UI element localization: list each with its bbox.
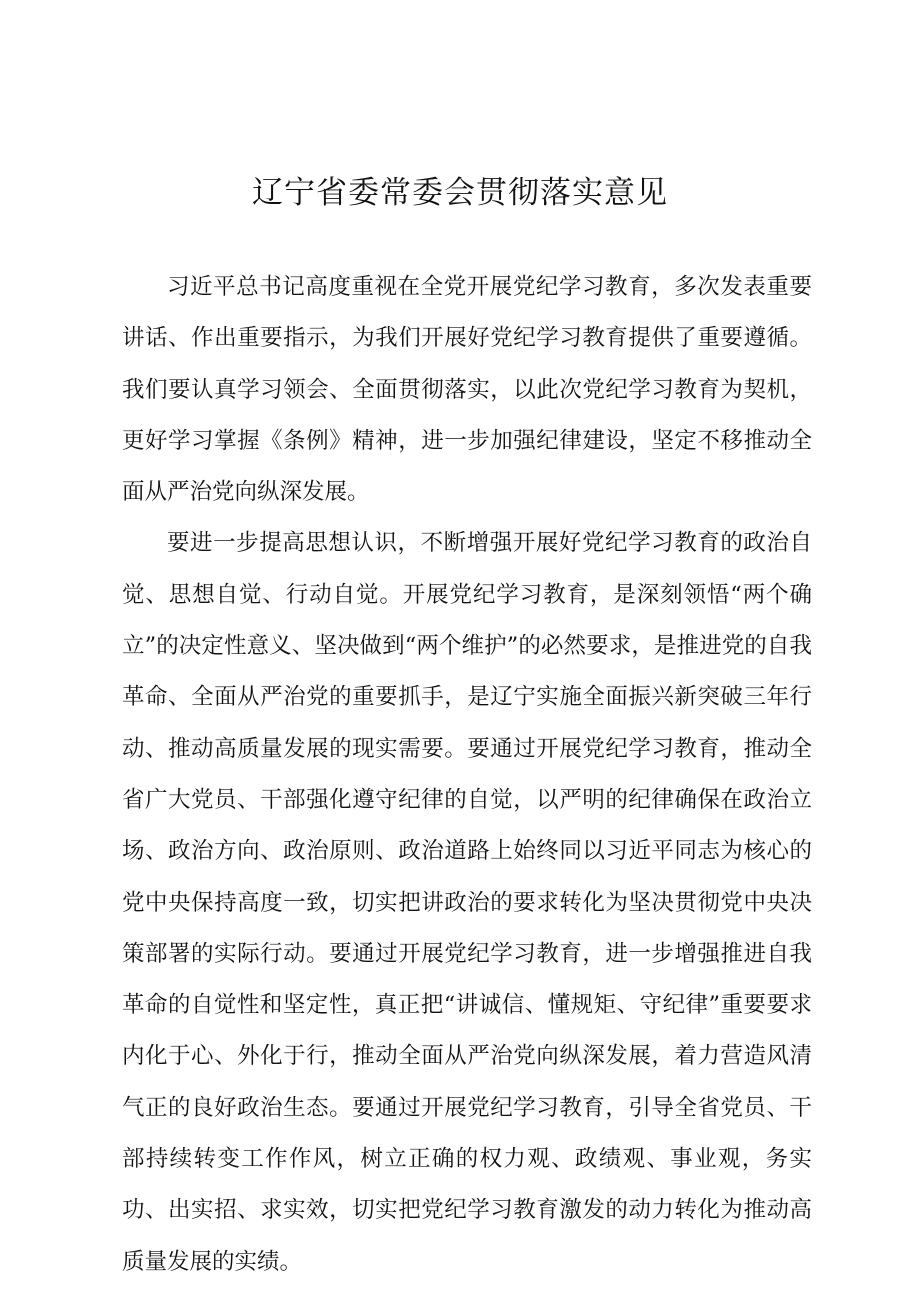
paragraph-2: 要进一步提高思想认识，不断增强开展好党纪学习教育的政治自觉、思想自觉、行动自觉。开展党纪学习教育，是深刻领悟“两个确立”的决定性意义、坚决做到“两个维护”的必然要求，是推进党的自我革命、全面从严治党的重要抓手，是辽宁实施全面振兴新突破三年行动、推动高质量发展的现实需要。要通过开展党纪学习教育，推动全省广大党员、干部强化遵守纪律的自觉，以严明的纪律确保在政治立场、政治方向、政治原则、政治道路上始终同以习近平同志为核心的党中央保持高度一致，切实把讲政治的要求转化为坚决贯彻党中央决策部署的实际行动。要通过开展党纪学习教育，进一步增强推进自我革命的自觉性和坚定性，真正把“讲诚信、懂规矩、守纪律”重要要求内化于心、外化于行，推动全面从严治党向纵深发展，着力营造风清气正的良好政治生态。要通过开展党纪学习教育，引导全省党员、干部持续转变工作作风，树立正确的权力观、政绩观、事业观，务实功、出实招、求实效，切实把党纪学习教育激发的动力转化为推动高质量发展的实绩。 xyxy=(122,530,812,1275)
document-title: 辽宁省委常委会贯彻落实意见 xyxy=(252,175,668,211)
paragraph-1: 习近平总书记高度重视在全党开展党纪学习教育，多次发表重要讲话、作出重要指示，为我们开展好党纪学习教育提供了重要遵循。我们要认真学习领会、全面贯彻落实，以此次党纪学习教育为契机，更好学习掌握《条例》精神，进一步加强纪律建设，坚定不移推动全面从严治党向纵深发展。 xyxy=(122,274,812,506)
document-body xyxy=(122,262,812,1288)
